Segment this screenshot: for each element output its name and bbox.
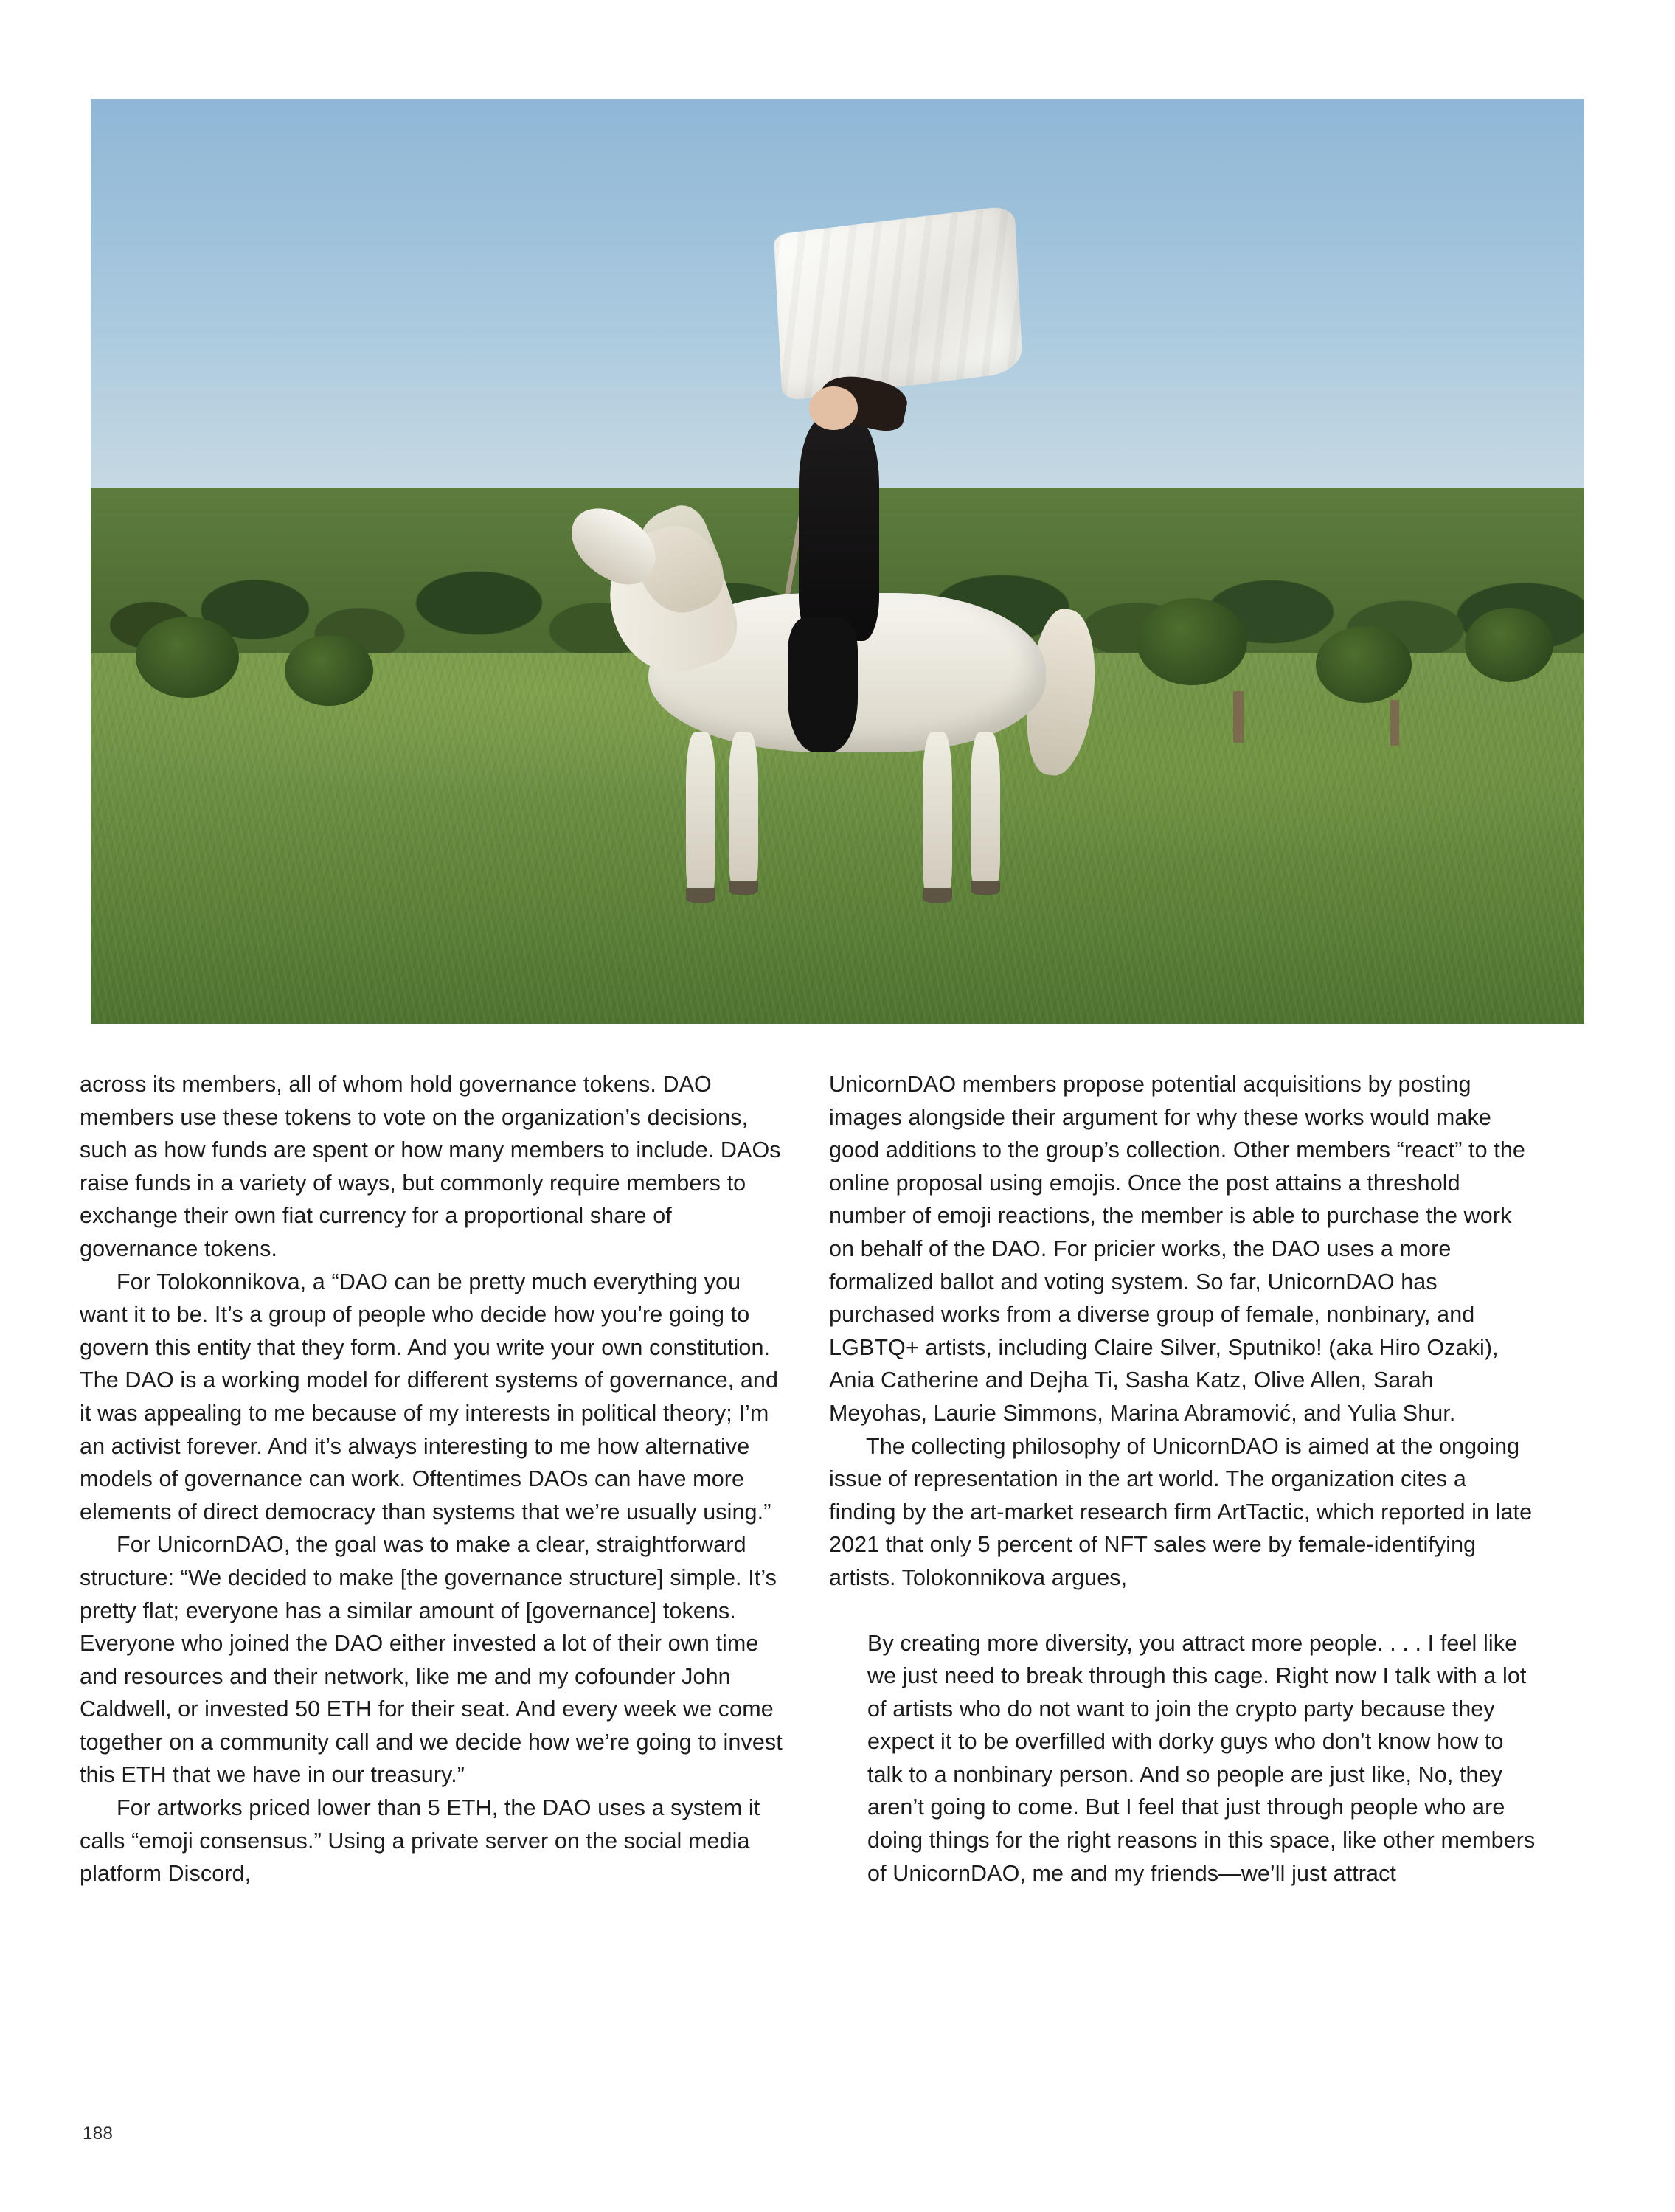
- horse-hoof: [971, 881, 1000, 895]
- rider-head: [809, 386, 858, 430]
- tree-shape: [136, 617, 239, 698]
- text-column-right: [829, 1068, 1537, 1890]
- horse-leg: [923, 732, 952, 899]
- horse-hoof: [686, 888, 715, 903]
- horse-and-rider: [583, 506, 1121, 904]
- horse-hoof: [923, 888, 952, 903]
- tree-trunk: [1233, 691, 1244, 743]
- pull-quote: [829, 1627, 1537, 1890]
- paragraph: UnicornDAO members propose potential acquisitions by posting images alongside their argument for why these works would make good additions to the group’s collection. Other members “react” to the online proposal using emojis. Once the post attains a threshold number of emoji reactions, the member is able to purchase the work on behalf of the DAO. For pricier works, the DAO uses a more formalized ballot and voting system. So far, UnicornDAO has purchased works from a diverse group of female, nonbinary, and LGBTQ+ artists, including Claire Silver, Sputniko! (aka Hiro Ozaki), Ania Catherine and Dejha Ti, Sasha Katz, Olive Allen, Sarah Meyohas, Laurie Simmons, Marina Abramović, and Yulia Shur.: [829, 1072, 1525, 1426]
- tree-shape: [1465, 608, 1553, 682]
- tree-shape: [1316, 626, 1412, 703]
- horse-leg: [971, 732, 1000, 892]
- photo-canvas: [91, 99, 1584, 1024]
- page-number: 188: [83, 2123, 114, 2143]
- horse-leg: [729, 732, 758, 892]
- paragraph: By creating more diversity, you attract more people. . . . I feel like we just need to break through this cage. Right now I talk with a lot of artists who do not want to join the crypto party because they expect it to be overfilled with dorky guys who don’t know how to talk to a nonbinary person. And so people are just like, No, they aren’t going to come. But I feel that just through people who are doing things for the right reasons in this space, like other members of UnicornDAO, me and my friends—we’ll just attract: [867, 1630, 1536, 1886]
- body-text-columns: [80, 1068, 1595, 1890]
- paragraph: For Tolokonnikova, a “DAO can be pretty much everything you want it to be. It’s a group of people who decide how you’re going to govern this entity that they form. And you write your own constitution. The DAO is a working model for different systems of governance, and it was appealing to me because of my interests in political theory; I’m an activist forever. And it’s always interesting to me how alternative models of governance can work. Oftentimes DAOs can have more elements of direct democracy than systems that we’re usually using.”: [80, 1269, 779, 1525]
- tree-shape: [285, 635, 373, 706]
- paragraph: The collecting philosophy of UnicornDAO is aimed at the ongoing issue of representation in the art world. The organization cites a finding by the art-market research firm ArtTactic, which reported in late 2021 that only 5 percent of NFT sales were by female-identifying artists. Tolokonnikova argues,: [829, 1433, 1533, 1590]
- horse-hoof: [729, 881, 758, 895]
- horse-leg: [686, 732, 715, 899]
- rider-body: [799, 418, 879, 641]
- text-column-left: [80, 1068, 788, 1890]
- white-flag: [774, 205, 1023, 401]
- article-photograph: [91, 99, 1584, 1024]
- paragraph: For UnicornDAO, the goal was to make a clear, straightforward structure: “We decided to make [the governance structure] simple. It’s pretty flat; everyone has a similar amount of [governance] tokens. Everyone who joined the DAO either invested a lot of their own time and resources and their network, like me and my cofounder John Caldwell, or invested 50 ETH for their seat. And every week we come together on a community call and we decide how we’re going to invest this ETH that we have in our treasury.”: [80, 1532, 783, 1788]
- paragraph: For artworks priced lower than 5 ETH, the DAO uses a system it calls “emoji consensus.” Using a private server on the social media platform Discord,: [80, 1795, 760, 1887]
- tree-shape: [1137, 598, 1247, 685]
- paragraph: across its members, all of whom hold governance tokens. DAO members use these tokens to vote on the organization’s decisions, such as how funds are spent or how many members to include. DAOs raise funds in a variety of ways, but commonly require members to exchange their own fiat currency for a proportional share of governance tokens.: [80, 1072, 781, 1261]
- tree-trunk: [1390, 700, 1399, 746]
- rider-leg: [788, 617, 858, 752]
